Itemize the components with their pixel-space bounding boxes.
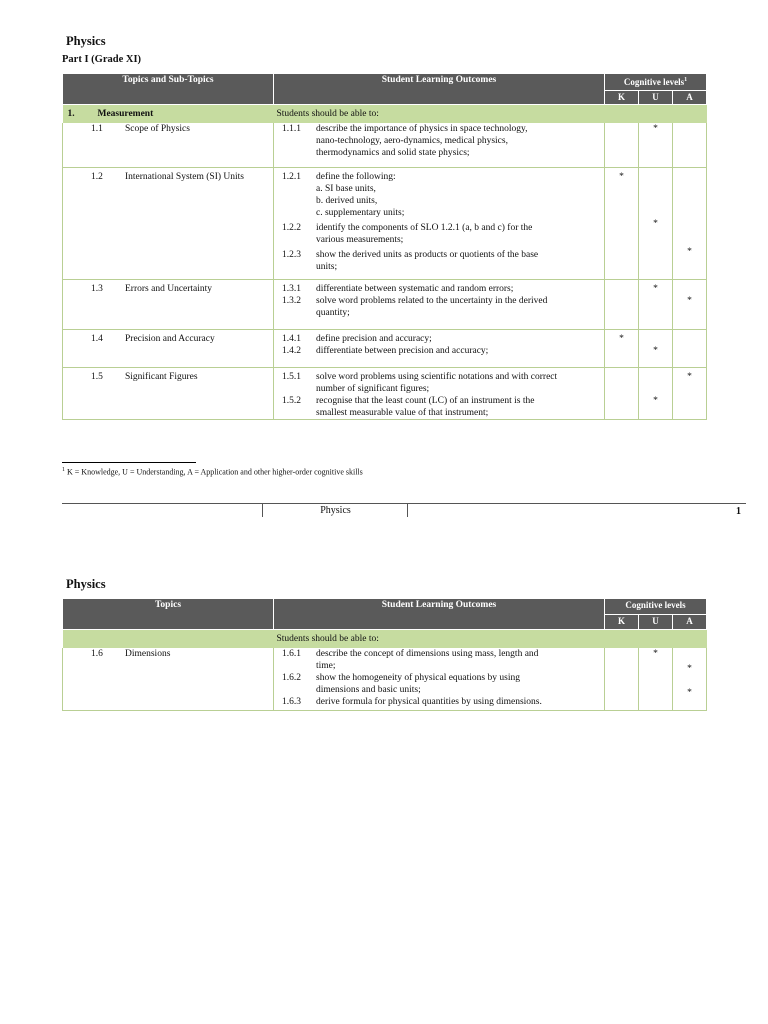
topic-number: 1.1	[91, 124, 103, 134]
footer-divider	[262, 503, 263, 517]
slo-text: various measurements;	[316, 235, 404, 245]
page-number: 1	[736, 506, 741, 517]
level-a-cell	[673, 123, 707, 168]
level-a-cell	[673, 330, 707, 368]
slo-number: 1.4.2	[282, 346, 301, 356]
slo-text: define the following:	[316, 172, 396, 182]
level-mark: *	[687, 247, 692, 257]
section-row-measurement	[63, 105, 707, 124]
slo-number: 1.6.3	[282, 697, 301, 707]
slo-item	[274, 171, 604, 219]
header-k: K	[605, 614, 639, 630]
topic-name: Scope of Physics	[125, 124, 190, 134]
slo-item	[274, 333, 604, 345]
slo-text: solve word problems related to the uncertainty in the derived	[316, 296, 548, 306]
level-mark: *	[653, 124, 658, 134]
slo-item	[274, 222, 604, 246]
slo-text: derive formula for physical quantities by using dimensions.	[316, 697, 542, 707]
table-row	[63, 368, 707, 420]
header-slo: Student Learning Outcomes	[274, 74, 605, 105]
slo-number: 1.6.2	[282, 673, 301, 683]
topic-name: Precision and Accuracy	[125, 334, 215, 344]
level-k-cell	[605, 168, 639, 280]
slo-table	[62, 598, 707, 711]
footnote-rule	[62, 462, 196, 463]
table-row	[63, 123, 707, 168]
slo-text: describe the importance of physics in space technology,	[316, 124, 528, 134]
level-u-cell	[639, 368, 673, 420]
topic-number: 1.4	[91, 334, 103, 344]
level-mark: *	[687, 688, 692, 698]
slo-number: 1.3.2	[282, 296, 301, 306]
header-cognitive-levels: Cognitive levels$^1$	[605, 74, 707, 91]
slo-text: differentiate between systematic and random errors;	[316, 284, 514, 294]
header-a: A	[673, 614, 707, 630]
slo-item	[274, 371, 604, 395]
table-row	[63, 168, 707, 280]
level-k-cell	[605, 123, 639, 168]
slo-number: 1.5.2	[282, 396, 301, 406]
slo-item	[274, 672, 604, 696]
slo-text: identify the components of SLO 1.2.1 (a, b and c) for the	[316, 223, 533, 233]
slo-number: 1.2.3	[282, 250, 301, 260]
level-u-cell	[639, 123, 673, 168]
slo-subitem: a. SI base units,	[316, 184, 376, 194]
topic-number: 1.3	[91, 284, 103, 294]
level-k-cell	[605, 648, 639, 711]
slo-number: 1.1.1	[282, 124, 301, 134]
slo-item	[274, 395, 604, 419]
section-intro: Students should be able to:	[274, 630, 605, 649]
level-u-cell	[639, 168, 673, 280]
slo-text: number of significant figures;	[316, 384, 430, 394]
slo-number: 1.4.1	[282, 334, 301, 344]
topic-number: 1.6	[91, 649, 103, 659]
slo-text: differentiate between precision and accuracy;	[316, 346, 489, 356]
level-mark: *	[687, 664, 692, 674]
level-mark: *	[687, 372, 692, 382]
header-a: A	[673, 90, 707, 104]
slo-text: dimensions and basic units;	[316, 685, 421, 695]
slo-text: describe the concept of dimensions using mass, length and	[316, 649, 539, 659]
page-footer-rule	[62, 503, 746, 504]
level-k-cell	[605, 368, 639, 420]
level-mark: *	[687, 296, 692, 306]
topic-name: Significant Figures	[125, 372, 198, 382]
slo-number: 1.2.1	[282, 172, 301, 182]
slo-text: show the derived units as products or quotients of the base	[316, 250, 539, 260]
table-row	[63, 648, 707, 711]
section-number: 1.	[67, 109, 75, 119]
level-mark: *	[653, 346, 658, 356]
header-topics: Topics and Sub-Topics	[63, 74, 274, 105]
page-title: Physics	[66, 34, 106, 48]
level-u-cell	[639, 280, 673, 330]
level-u-cell	[639, 330, 673, 368]
topic-name: International System (SI) Units	[125, 172, 244, 182]
table-row	[63, 280, 707, 330]
slo-text: thermodynamics and solid state physics;	[316, 148, 470, 158]
header-k: K	[605, 90, 639, 104]
header-slo: Student Learning Outcomes	[274, 599, 605, 630]
table-row	[63, 330, 707, 368]
level-k-cell	[605, 280, 639, 330]
topic-number: 1.5	[91, 372, 103, 382]
level-mark: *	[619, 334, 624, 344]
header-topics: Topics	[63, 599, 274, 630]
part-heading: Part I (Grade XI)	[62, 54, 142, 65]
footnote: $^1$ K = Knowledge, U = Understanding, A = Application and other higher-order cognitive skills	[62, 467, 363, 477]
topic-name: Errors and Uncertainty	[125, 284, 213, 294]
level-u-cell	[639, 648, 673, 711]
footer-divider	[407, 503, 408, 517]
slo-text: define precision and accuracy;	[316, 334, 432, 344]
level-a-cell	[673, 280, 707, 330]
intro-row	[63, 630, 707, 649]
level-mark: *	[653, 219, 658, 229]
slo-subitem: b. derived units,	[316, 196, 378, 206]
slo-text: nano-technology, aero-dynamics, medical physics,	[316, 136, 508, 146]
header-cognitive-levels: Cognitive levels	[605, 599, 707, 615]
level-mark: *	[619, 172, 624, 182]
level-mark: *	[653, 649, 658, 659]
header-u: U	[639, 614, 673, 630]
level-mark: *	[653, 396, 658, 406]
slo-number: 1.6.1	[282, 649, 301, 659]
level-a-cell	[673, 368, 707, 420]
level-k-cell	[605, 330, 639, 368]
level-mark: *	[653, 284, 658, 294]
slo-text: time;	[316, 661, 336, 671]
slo-text: show the homogeneity of physical equations by using	[316, 673, 520, 683]
section-intro: Students should be able to:	[274, 105, 605, 124]
slo-text: smallest measurable value of that instrument;	[316, 408, 489, 418]
page-title: Physics	[66, 577, 106, 591]
section-name: Measurement	[97, 109, 154, 119]
slo-number: 1.5.1	[282, 372, 301, 382]
slo-text: quantity;	[316, 308, 350, 318]
slo-item	[274, 283, 604, 295]
topic-name: Dimensions	[125, 649, 171, 659]
slo-item	[274, 648, 604, 672]
level-a-cell	[673, 648, 707, 711]
slo-table	[62, 73, 707, 420]
slo-item	[274, 123, 604, 159]
slo-text: units;	[316, 262, 338, 272]
slo-number: 1.2.2	[282, 223, 301, 233]
slo-subitem: c. supplementary units;	[316, 208, 405, 218]
slo-item	[274, 295, 604, 319]
topic-number: 1.2	[91, 172, 103, 182]
slo-text: solve word problems using scientific notations and with correct	[316, 372, 558, 382]
level-a-cell	[673, 168, 707, 280]
footer-label: Physics	[320, 505, 351, 516]
header-u: U	[639, 90, 673, 104]
slo-item	[274, 345, 604, 357]
slo-item	[274, 249, 604, 273]
slo-item	[274, 696, 604, 708]
slo-number: 1.3.1	[282, 284, 301, 294]
slo-text: recognise that the least count (LC) of an instrument is the	[316, 396, 535, 406]
